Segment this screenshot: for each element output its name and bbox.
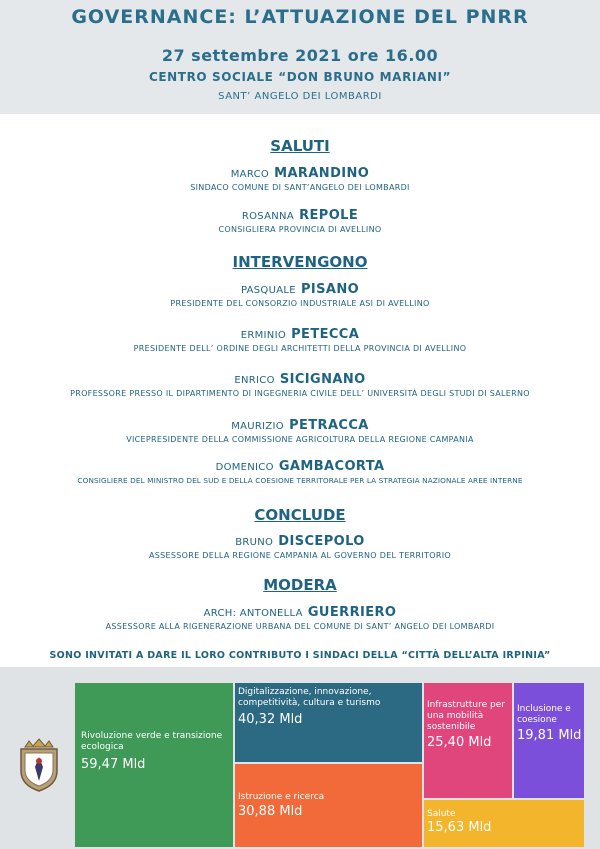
speaker-name (0, 455, 600, 474)
tile-infrastrutture (424, 683, 514, 800)
event-town: SANT’ ANGELO DEI LOMBARDI (218, 91, 382, 102)
speaker-last-name: PISANO (300, 282, 360, 297)
invitation-note: SONO INVITATI A DARE IL LORO CONTRIBUTO I SINDACI DELLA “CITTÀ DELL’ALTA IRPINIA” (49, 650, 551, 661)
speaker-first-name: BRUNO (235, 537, 274, 548)
tile-label: Istruzione e ricerca (238, 792, 325, 802)
section-saluti: SALUTI (270, 137, 330, 155)
event-datetime: 27 settembre 2021 ore 16.00 (161, 46, 439, 65)
speaker-role: CONSIGLIERE DEL MINISTRO DEL SUD E DELLA COESIONE TERRITORALE PER LA STRATEGIA NAZIONALE AREE INTERNE (77, 476, 523, 485)
speaker-role: ASSESSORE ALLA RIGENERAZIONE URBANA DEL COMUNE DI SANT’ ANGELO DEI LOMBARDI (105, 622, 495, 631)
section-modera: MODERA (263, 576, 337, 594)
speaker-role: PROFESSORE PRESSO IL DIPARTIMENTO DI INGEGNERIA CIVILE DELL’ UNIVERSITÀ DEGLI STUDI DI SALERNO (70, 389, 530, 398)
speaker-last-name: PETECCA (291, 327, 360, 342)
tile-digitalizzazione (235, 683, 424, 764)
section-conclude: CONCLUDE (254, 506, 346, 524)
tile-istruzione-ricerca (235, 764, 424, 849)
speaker-role: CONSIGLIERA PROVINCIA DI AVELLINO (218, 225, 382, 234)
section-intervengono: INTERVENGONO (232, 253, 368, 271)
speaker-role: PRESIDENTE DELL’ ORDINE DEGLI ARCHITETTI DELLA PROVINCIA DI AVELLINO (133, 344, 467, 353)
speaker-first-name: PASQUALE (240, 285, 296, 296)
speaker-first-name: ERMINIO (240, 330, 287, 341)
speaker-name (0, 414, 600, 433)
tile-label: Infrastrutture per una mobilità sostenibile (427, 700, 505, 732)
speaker-last-name: PETRACCA (289, 418, 369, 433)
speaker-first-name: ROSANNA (241, 211, 294, 222)
header-band (0, 0, 600, 114)
tile-value: 25,40 Mld (427, 735, 492, 750)
tile-label: Digitalizzazione, innovazione, competitività, cultura e turismo (238, 687, 381, 708)
speaker-name (0, 278, 600, 297)
speaker-name (0, 323, 600, 342)
tile-rivoluzione-verde (75, 683, 235, 849)
speaker-last-name: GUERRIERO (307, 605, 397, 620)
speaker-role: SINDACO COMUNE DI SANT’ANGELO DEI LOMBARDI (190, 183, 410, 192)
speaker-role: PRESIDENTE DEL CONSORZIO INDUSTRIALE ASI DI AVELLINO (170, 299, 430, 308)
tile-value: 59,47 Mld (81, 757, 146, 772)
speaker-name (0, 601, 600, 620)
speaker-first-name: MAURIZIO (231, 421, 284, 432)
page-title: GOVERNANCE: L’ATTUAZIONE DEL PNRR (71, 6, 529, 28)
speaker-first-name: ENRICO (234, 375, 275, 386)
event-venue: CENTRO SOCIALE “DON BRUNO MARIANI” (148, 70, 452, 84)
speaker-name (0, 530, 600, 549)
tile-salute (424, 800, 586, 849)
speaker-name (0, 368, 600, 387)
speaker-last-name: DISCEPOLO (278, 534, 365, 549)
speaker-last-name: REPOLE (299, 208, 359, 223)
tile-value: 30,88 Mld (238, 804, 303, 819)
tile-label: Inclusione e coesione (517, 704, 571, 725)
tile-label: Rivoluzione verde e transizione ecologica (81, 731, 223, 752)
coat-of-arms-icon (11, 737, 67, 793)
tile-value: 19,81 Mld (517, 728, 582, 743)
speaker-last-name: SICIGNANO (279, 372, 366, 387)
speaker-last-name: GAMBACORTA (278, 459, 385, 474)
tile-inclusione-coesione (514, 683, 586, 800)
speaker-first-name: DOMENICO (215, 462, 274, 473)
speaker-role: VICEPRESIDENTE DELLA COMMISSIONE AGRICOLTURA DELLA REGIONE CAMPANIA (126, 435, 474, 444)
speaker-first-name: MARCO (230, 169, 270, 180)
speaker-name (0, 204, 600, 223)
tile-value: 40,32 Mld (238, 712, 303, 727)
speaker-role: ASSESSORE DELLA REGIONE CAMPANIA AL GOVERNO DEL TERRITORIO (149, 551, 451, 560)
tile-label: Salute (427, 809, 456, 819)
speaker-name (0, 162, 600, 181)
speaker-last-name: MARANDINO (274, 166, 370, 181)
speaker-first-name: ARCH: ANTONELLA (203, 608, 303, 619)
tile-value: 15,63 Mld (427, 820, 492, 835)
